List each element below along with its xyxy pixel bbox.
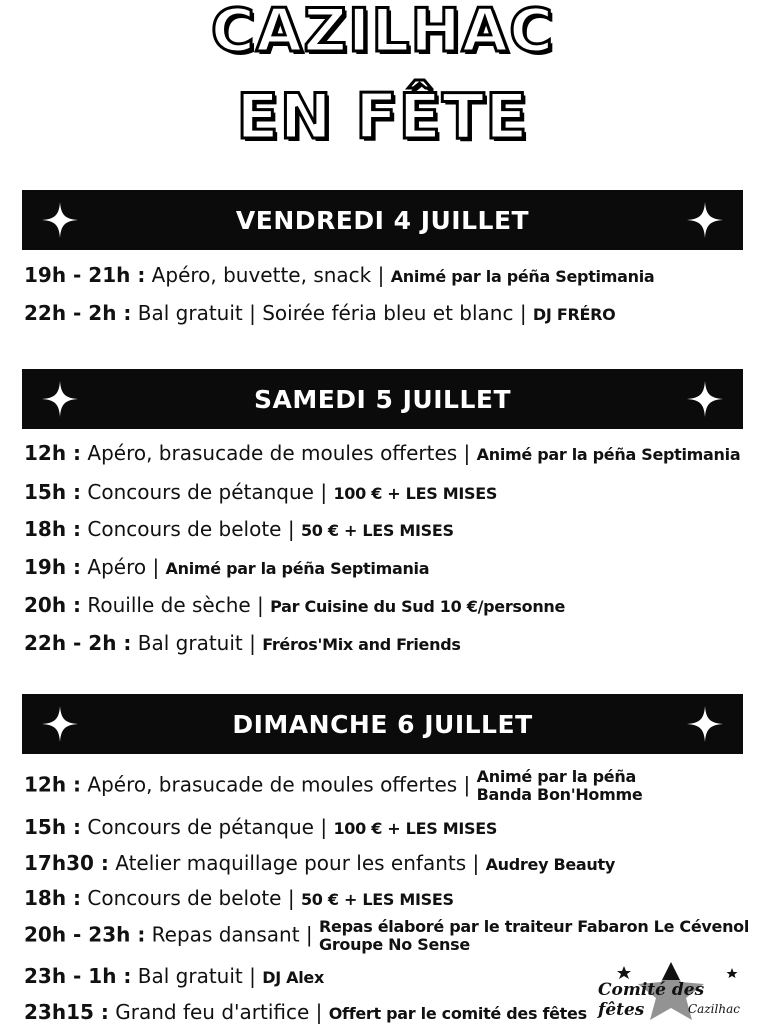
row-description: Concours de belote | — [81, 886, 301, 910]
row-description: Apéro, brasucade de moules offertes | — [81, 441, 477, 465]
sparkle-icon — [42, 706, 78, 742]
row-detail: Animé par la péña Septimania — [476, 445, 741, 464]
row-description: Apéro | — [81, 555, 166, 579]
schedule-row — [24, 555, 429, 579]
logo-title: Comité des fêtes — [598, 980, 746, 1020]
row-detail: Audrey Beauty — [485, 855, 615, 874]
day-title: VENDREDI 4 JUILLET — [235, 205, 530, 235]
row-detail — [319, 918, 749, 954]
row-time: 20h - 23h : — [24, 922, 146, 947]
day-banner-saturday — [22, 369, 743, 429]
row-detail: 50 € + LES MISES — [300, 521, 454, 540]
row-description: Concours de pétanque | — [81, 480, 334, 504]
day-banner-friday — [22, 190, 743, 250]
row-description: Repas dansant | — [145, 922, 319, 947]
day-title: SAMEDI 5 JUILLET — [253, 384, 512, 414]
row-description: Grand feu d'artifice | — [108, 1000, 329, 1024]
row-detail-line: Repas élaboré par le traiteur Fabaron Le Cévenol — [319, 917, 750, 936]
schedule-row — [24, 851, 615, 875]
schedule-row — [24, 918, 749, 954]
schedule-row — [24, 631, 461, 655]
day-title: DIMANCHE 6 JUILLET — [232, 709, 533, 739]
sparkle-icon — [687, 381, 723, 417]
row-time: 19h : — [24, 555, 82, 579]
row-description: Apéro, buvette, snack | — [145, 263, 391, 287]
row-time: 18h : — [24, 517, 82, 541]
row-time: 20h : — [24, 593, 82, 617]
row-time: 23h - 1h : — [24, 964, 132, 988]
logo-subtitle: Cazilhac — [688, 1002, 740, 1016]
row-description: Bal gratuit | — [131, 964, 263, 988]
schedule-row — [24, 964, 324, 988]
schedule-row — [24, 815, 497, 839]
schedule-row — [24, 886, 454, 910]
schedule-row — [24, 517, 454, 541]
row-detail-line: Groupe No Sense — [319, 935, 470, 954]
row-description: Atelier maquillage pour les enfants | — [108, 851, 486, 875]
row-detail: Offert par le comité des fêtes — [328, 1004, 587, 1023]
row-detail-line: Animé par la péña — [476, 767, 636, 786]
title-line-1: CAZILHAC — [210, 0, 555, 66]
row-time: 15h : — [24, 480, 82, 504]
sparkle-icon — [687, 706, 723, 742]
row-detail-line: Banda Bon'Homme — [476, 785, 643, 804]
row-detail: DJ FRÉRO — [532, 305, 616, 324]
row-description: Rouille de sèche | — [81, 593, 271, 617]
title-line-2: EN FÊTE — [236, 80, 529, 153]
row-description: Concours de pétanque | — [81, 815, 334, 839]
row-description: Apéro, brasucade de moules offertes | — [81, 772, 477, 797]
schedule-row — [24, 301, 615, 325]
row-detail — [477, 768, 643, 804]
row-time: 17h30 : — [24, 851, 109, 875]
schedule-row — [24, 1000, 587, 1024]
row-description: Concours de belote | — [81, 517, 301, 541]
row-detail: Animé par la péña Septimania — [390, 267, 655, 286]
row-detail: 100 € + LES MISES — [333, 484, 498, 503]
row-detail: Fréros'Mix and Friends — [262, 635, 461, 654]
schedule-row — [24, 263, 654, 287]
row-detail: 50 € + LES MISES — [300, 890, 454, 909]
row-time: 23h15 : — [24, 1000, 109, 1024]
comite-des-fetes-logo — [596, 962, 746, 1022]
row-time: 22h - 2h : — [24, 631, 132, 655]
schedule-row — [24, 768, 642, 804]
schedule-row — [24, 480, 497, 504]
row-time: 18h : — [24, 886, 82, 910]
row-time: 12h : — [24, 772, 82, 797]
row-time: 19h - 21h : — [24, 263, 146, 287]
row-time: 15h : — [24, 815, 82, 839]
sparkle-icon — [42, 381, 78, 417]
row-description: Bal gratuit | Soirée féria bleu et blanc | — [131, 301, 533, 325]
sparkle-icon — [42, 202, 78, 238]
row-time: 12h : — [24, 441, 82, 465]
schedule-row — [24, 593, 565, 617]
sparkle-icon — [687, 202, 723, 238]
row-time: 22h - 2h : — [24, 301, 132, 325]
row-detail: 100 € + LES MISES — [333, 819, 498, 838]
day-banner-sunday — [22, 694, 743, 754]
row-detail: Par Cuisine du Sud 10 €/personne — [270, 597, 566, 616]
row-detail: Animé par la péña Septimania — [165, 559, 430, 578]
row-detail: DJ Alex — [262, 968, 324, 987]
row-description: Bal gratuit | — [131, 631, 263, 655]
schedule-row — [24, 441, 740, 465]
